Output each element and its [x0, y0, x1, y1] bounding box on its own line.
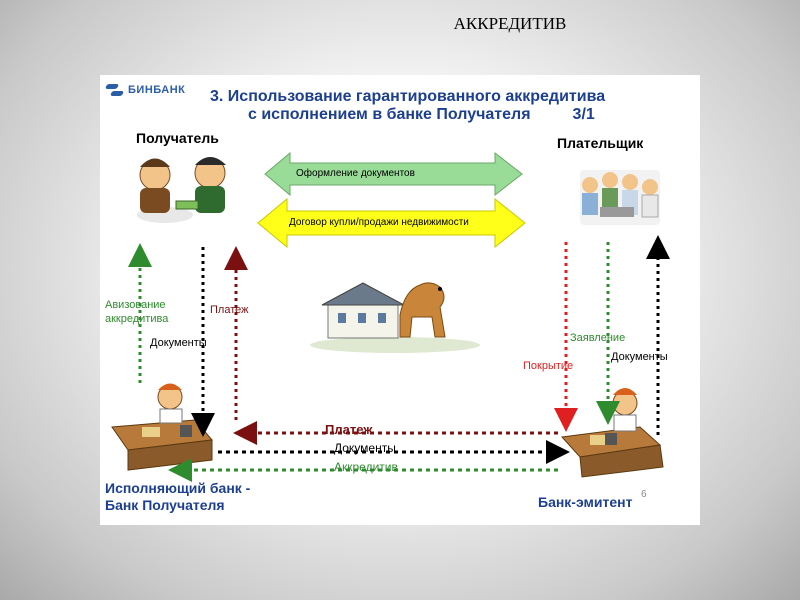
docs-arrow-label: Оформление документов — [296, 168, 415, 179]
executing-bank-label — [105, 480, 250, 514]
slide — [100, 75, 700, 525]
right-documents-label: Документы — [611, 351, 668, 363]
slide-number: 6 — [641, 489, 647, 500]
left-payment-label: Платеж — [210, 304, 249, 316]
slide-title-line2-wrap — [210, 106, 650, 124]
slide-title-line2: с исполнением в банке Получателя — [248, 106, 531, 123]
application-label: Заявление — [570, 332, 626, 344]
logo-text: БИНБАНК — [128, 84, 186, 96]
cover-label: Покрытие — [523, 360, 574, 372]
mid-payment-label: Платеж — [325, 422, 373, 437]
left-bank-illustration — [112, 384, 212, 471]
mid-credit-label: Аккредитив — [334, 460, 398, 474]
notice-label: Авизование аккредитива — [105, 299, 169, 325]
house-dog-illustration — [310, 283, 480, 353]
slide-title — [210, 88, 650, 124]
payer-label: Плательщик — [557, 135, 644, 151]
right-bank-illustration — [562, 388, 663, 477]
executing-bank-line2: Банк Получателя — [105, 497, 225, 513]
recipient-label: Получатель — [136, 130, 219, 146]
recipient-illustration — [137, 157, 226, 223]
page-title: АККРЕДИТИВ — [453, 14, 567, 33]
binbank-logo-icon — [106, 83, 124, 97]
left-documents-label: Документы — [150, 337, 207, 349]
slide-title-number: 3/1 — [572, 106, 595, 123]
issuing-bank-label: Банк-эмитент — [538, 494, 633, 510]
contract-arrow-label: Договор купли/продажи недвижимости — [289, 217, 469, 228]
slide-title-line1: 3. Использование гарантированного аккредитива — [210, 88, 606, 105]
payer-illustration — [580, 170, 660, 225]
mid-documents-label: Документы — [334, 441, 396, 455]
binbank-logo — [106, 83, 185, 97]
executing-bank-line1: Исполняющий банк - — [105, 480, 251, 496]
